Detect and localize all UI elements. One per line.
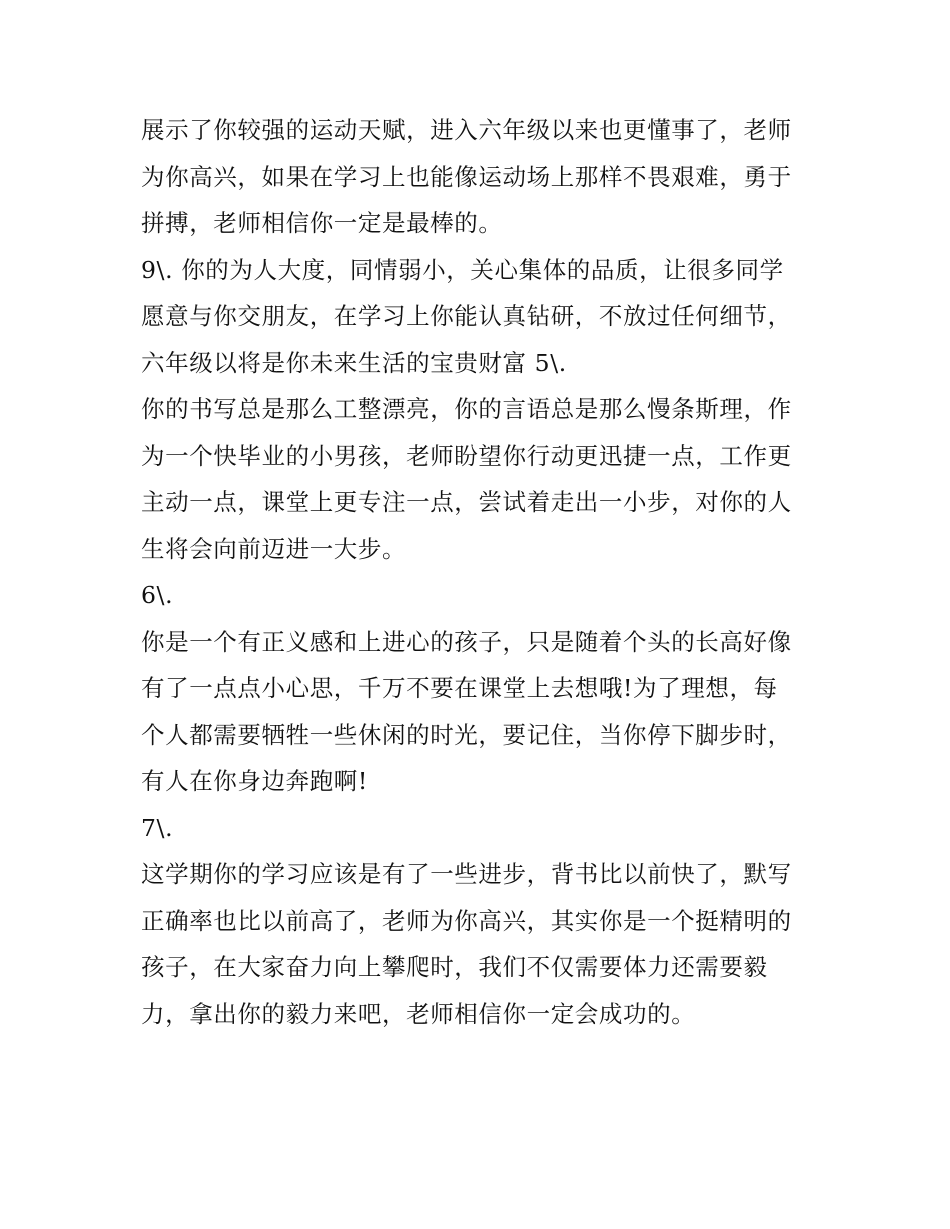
text-line: 为一个快毕业的小男孩，老师盼望你行动更迅捷一点，工作更	[141, 441, 792, 470]
text-line: 6\.	[141, 581, 174, 609]
text-line: 正确率也比以前高了，老师为你高兴，其实你是一个挺精明的	[141, 906, 792, 935]
text-line: 有了一点点小心思，千万不要在课堂上去想哦!为了理想，每	[141, 674, 778, 702]
text-line: 愿意与你交朋友，在学习上你能认真钻研，不放过任何细节，	[141, 302, 792, 330]
text-line: 拼搏，老师相信你一定是最棒的。	[141, 209, 503, 237]
text-line: 力，拿出你的毅力来吧，老师相信你一定会成功的。	[141, 999, 696, 1028]
text-line: 主动一点，课堂上更专注一点，尝试着走出一小步，对你的人	[141, 488, 792, 516]
text-line: 你是一个有正义感和上进心的孩子，只是随着个头的长高好像	[141, 627, 792, 656]
text-line: 有人在你身边奔跑啊!	[141, 767, 368, 795]
text-line: 9\. 你的为人大度，同情弱小，关心集体的品质，让很多同学	[141, 255, 784, 284]
text-line: 生将会向前迈进一大步。	[141, 534, 407, 563]
text-line: 7\.	[141, 813, 174, 842]
text-line: 展示了你较强的运动天赋，进入六年级以来也更懂事了，老师	[141, 116, 792, 144]
text-line: 这学期你的学习应该是有了一些进步，背书比以前快了，默写	[141, 860, 792, 888]
text-line: 为你高兴，如果在学习上也能像运动场上那样不畏艰难，勇于	[141, 162, 792, 191]
document-body	[141, 107, 821, 1037]
text-line: 个人都需要牺牲一些休闲的时光，要记住，当你停下脚步时，	[141, 720, 792, 749]
text-line: 你的书写总是那么工整漂亮，你的言语总是那么慢条斯理，作	[141, 395, 792, 423]
text-line: 六年级以将是你未来生活的宝贵财富 5\.	[141, 348, 567, 377]
text-line: 孩子，在大家奋力向上攀爬时，我们不仅需要体力还需要毅	[141, 953, 768, 981]
